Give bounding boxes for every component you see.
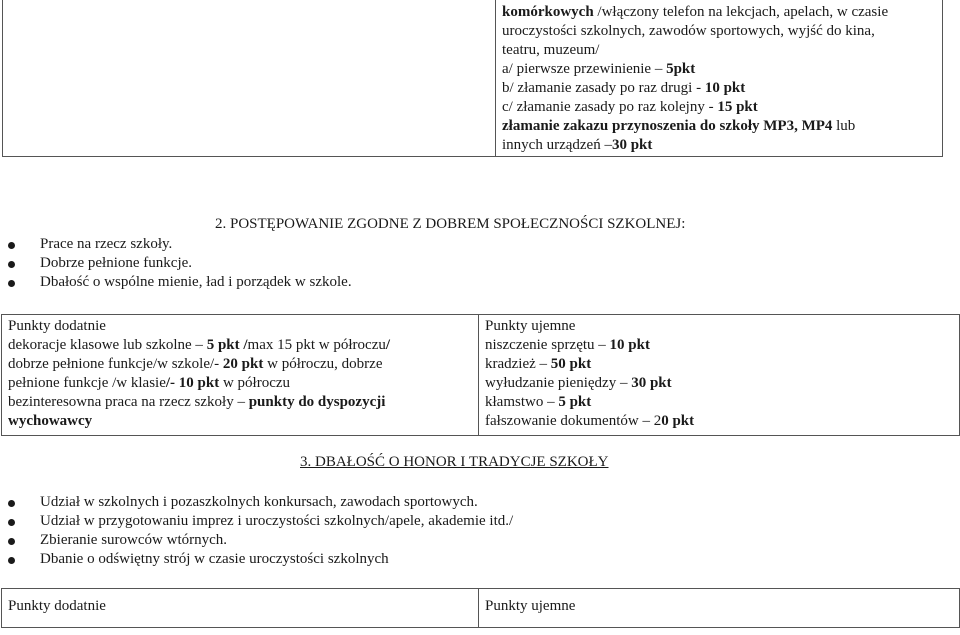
section2-heading: 2. POSTĘPOWANIE ZGODNE Z DOBREM SPOŁECZNOŚCI SZKOLNEJ: — [215, 216, 686, 232]
points-line: kłamstwo – 5 pkt — [485, 394, 592, 410]
top-left-cell — [2, 0, 496, 157]
rule-line: komórkowych /włączony telefon na lekcjach, apelach, w czasie — [502, 4, 889, 20]
rule-line: b/ złamanie zasady po raz drugi - 10 pkt — [502, 80, 746, 96]
points-line: wyłudzanie pieniędzy – 30 pkt — [485, 375, 672, 391]
rule-line: c/ złamanie zasady po raz kolejny - 15 pkt — [502, 99, 758, 115]
list-item: Dbanie o odświętny strój w czasie uroczystości szkolnych — [2, 550, 513, 569]
list-item: Udział w przygotowaniu imprez i uroczystości szkolnych/apele, akademie itd./ — [2, 512, 513, 531]
section3-positive-cell — [1, 588, 479, 628]
section2-positive-cell — [1, 314, 479, 436]
rule-line: złamanie zakazu przynoszenia do szkoły MP3, MP4 lub — [502, 118, 856, 134]
column-header: Punkty dodatnie — [8, 318, 106, 334]
list-item: Dbałość o wspólne mienie, ład i porządek w szkole. — [2, 273, 352, 292]
section3-heading: 3. DBAŁOŚĆ O HONOR I TRADYCJE SZKOŁY — [300, 454, 609, 470]
list-item: Zbieranie surowców wtórnych. — [2, 531, 513, 550]
rule-line: teatru, muzeum/ — [502, 42, 600, 58]
section3-negative-cell — [478, 588, 960, 628]
rule-line: innych urządzeń –30 pkt — [502, 137, 653, 153]
rule-line: a/ pierwsze przewinienie – 5pkt — [502, 61, 696, 77]
points-line: fałszowanie dokumentów – 20 pkt — [485, 413, 695, 429]
section2-negative-cell — [478, 314, 960, 436]
section3-bullet-list — [2, 493, 513, 569]
section2-bullet-list — [2, 235, 352, 292]
column-header: Punkty dodatnie — [8, 598, 106, 614]
points-line: dekoracje klasowe lub szkolne – 5 pkt /max 15 pkt w półroczu/ — [8, 337, 391, 353]
points-line: wychowawcy — [8, 413, 93, 429]
points-line: niszczenie sprzętu – 10 pkt — [485, 337, 650, 353]
column-header: Punkty ujemne — [485, 318, 576, 334]
points-line: kradzież – 50 pkt — [485, 356, 592, 372]
points-line: bezinteresowna praca na rzecz szkoły – punkty do dyspozycji — [8, 394, 386, 410]
rule-line: uroczystości szkolnych, zawodów sportowych, wyjść do kina, — [502, 23, 875, 39]
points-line: dobrze pełnione funkcje/w szkole/- 20 pkt w półroczu, dobrze — [8, 356, 383, 372]
column-header: Punkty ujemne — [485, 598, 576, 614]
list-item: Dobrze pełnione funkcje. — [2, 254, 352, 273]
list-item: Udział w szkolnych i pozaszkolnych konkursach, zawodach sportowych. — [2, 493, 513, 512]
top-rules-cell — [495, 0, 943, 157]
points-line: pełnione funkcje /w klasie/- 10 pkt w półroczu — [8, 375, 291, 391]
list-item: Prace na rzecz szkoły. — [2, 235, 352, 254]
